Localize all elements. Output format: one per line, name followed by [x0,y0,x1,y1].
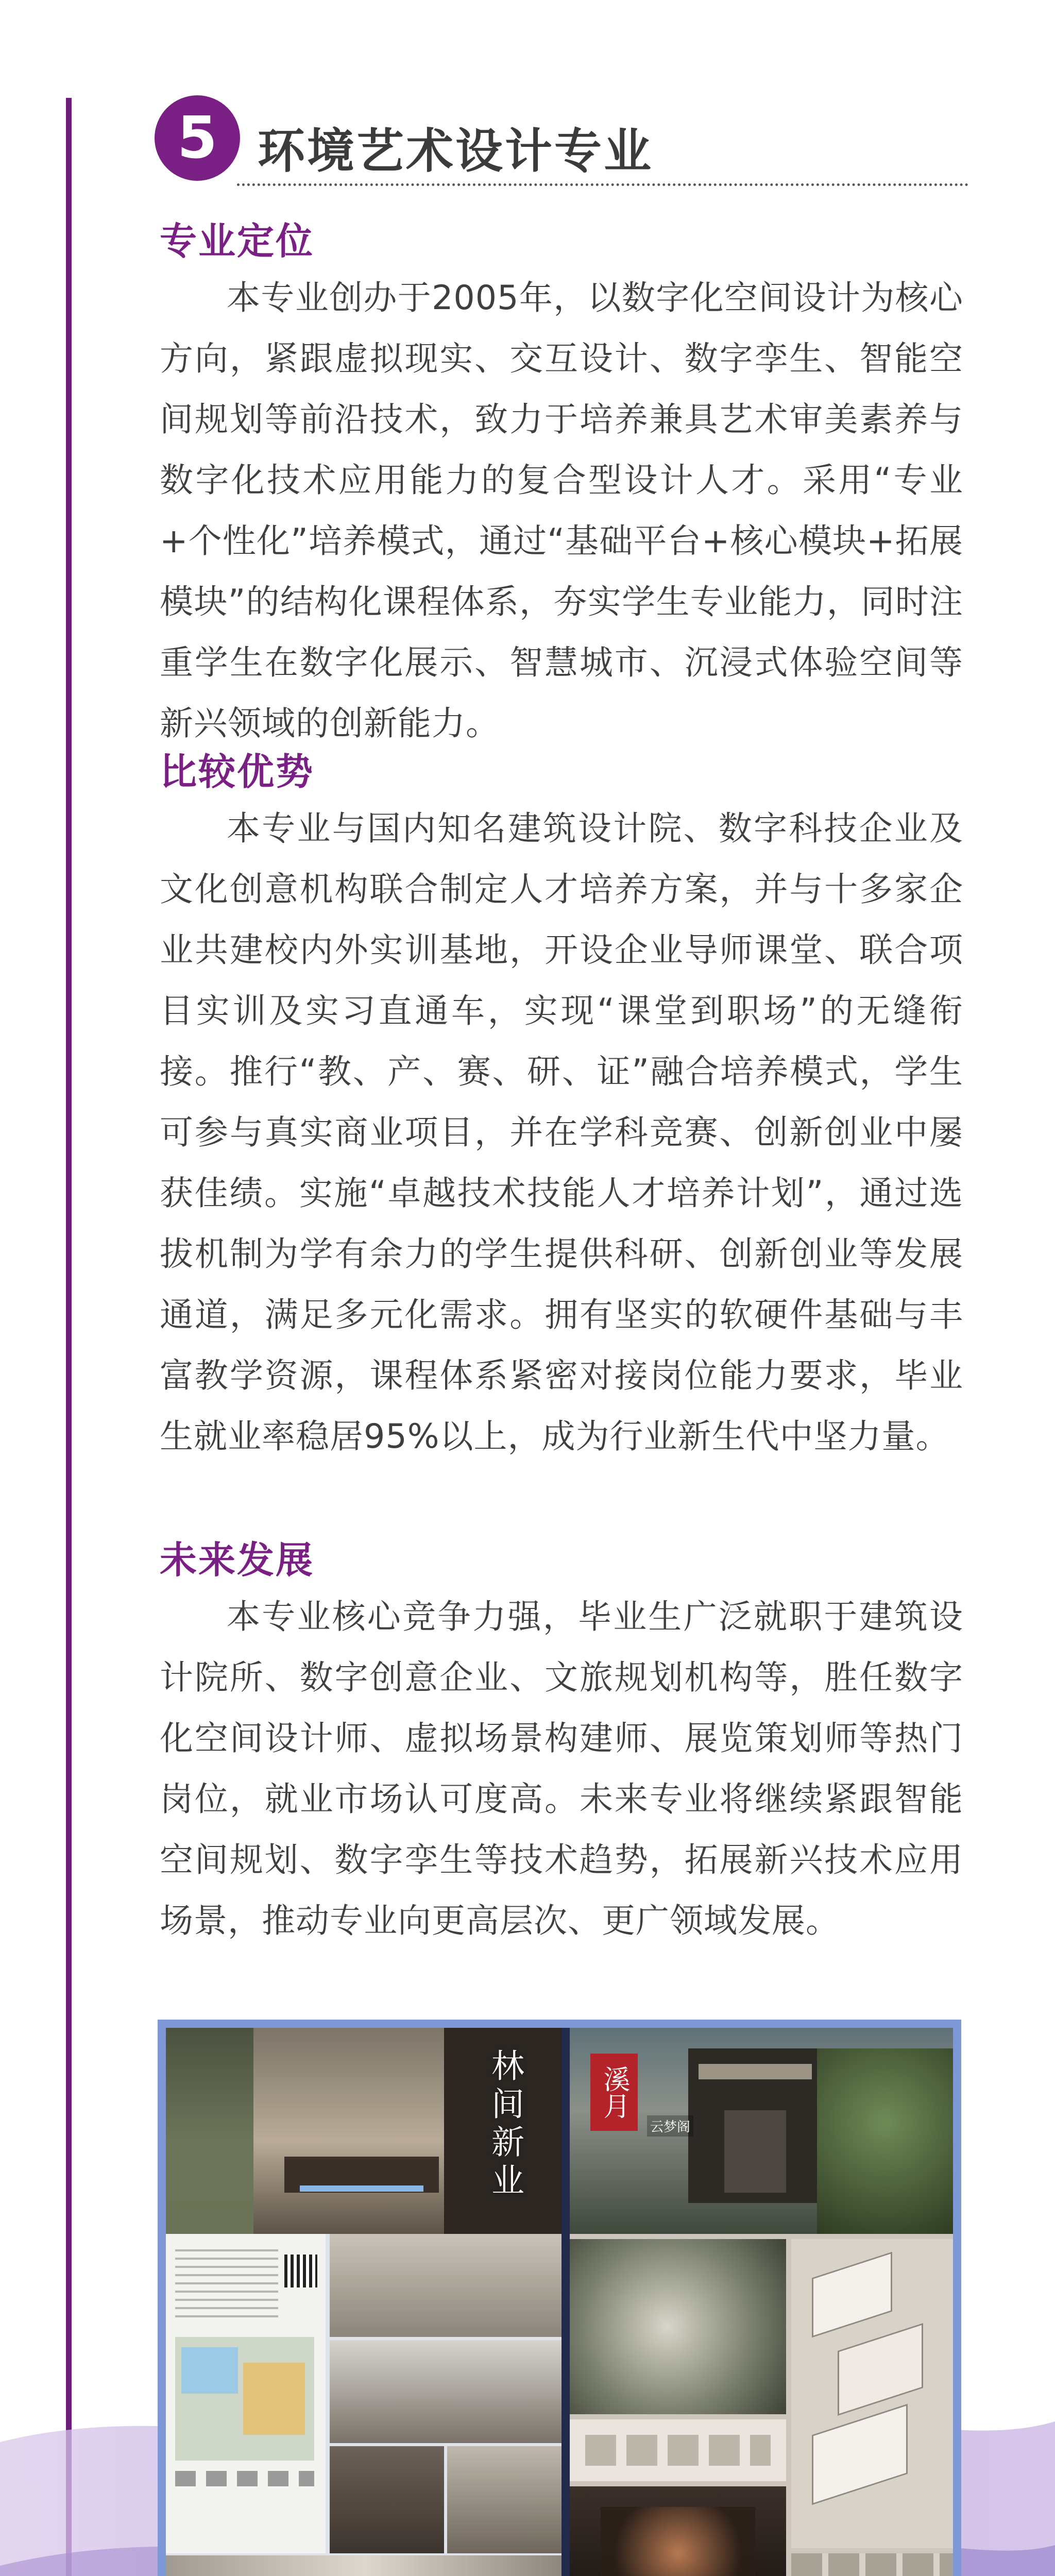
title-dotted-divider [237,183,968,186]
section-heading-positioning: 专业定位 [160,219,315,263]
student-work-showcase [158,2020,961,2576]
section-body-future: 本专业核心竞争力强，毕业生广泛就职于建筑设计院所、数字创意企业、文旅规划机构等，胜任数字化空间设计师、虚拟场景构建师、展览策划师等热门岗位，就业市场认可度高。未来专业将继续紧跟智能空间规划、数字孪生等技术趋势，拓展新兴技术应用场景，推动专业向更高层次、更广领域发展。 [160,1598,963,1940]
interior-poster-title: 林间新业 [486,2048,524,2201]
interior-design-poster [166,2028,561,2576]
left-accent-rule [66,98,72,2576]
page-title: 环境艺术设计专业 [258,124,654,179]
section-heading-advantages: 比较优势 [160,750,315,793]
architecture-poster-seal: 溪月 [590,2054,638,2131]
architecture-poster-subtitle: 云梦阁 [647,2115,693,2137]
section-body-positioning: 本专业创办于2005年，以数字化空间设计为核心方向，紧跟虚拟现实、交互设计、数字孪生、智能空间规划等前沿技术，致力于培养兼具艺术审美素养与数字化技术应用能力的复合型设计人才。采用“专业+个性化”培养模式，通过“基础平台+核心模块+拓展模块”的结构化课程体系，夯实学生专业能力，同时注重学生在数字化展示、智慧城市、沉浸式体验空间等新兴领域的创新能力。 [160,279,963,743]
section-heading-future: 未来发展 [160,1538,315,1582]
section-number-badge: 5 [155,95,240,181]
architecture-design-poster [570,2028,953,2576]
section-body-advantages: 本专业与国内知名建筑设计院、数字科技企业及文化创意机构联合制定人才培养方案，并与十多家企业共建校内外实训基地，开设企业导师课堂、联合项目实训及实习直通车，实现“课堂到职场”的无缝衔接。推行“教、产、赛、研、证”融合培养模式，学生可参与真实商业项目，并在学科竞赛、创新创业中屡获佳绩。实施“卓越技术技能人才培养计划”，通过选拔机制为学有余力的学生提供科研、创新创业等发展通道，满足多元化需求。拥有坚实的软硬件基础与丰富教学资源，课程体系紧密对接岗位能力要求，毕业生就业率稳居95%以上，成为行业新生代中坚力量。 [160,809,963,1456]
